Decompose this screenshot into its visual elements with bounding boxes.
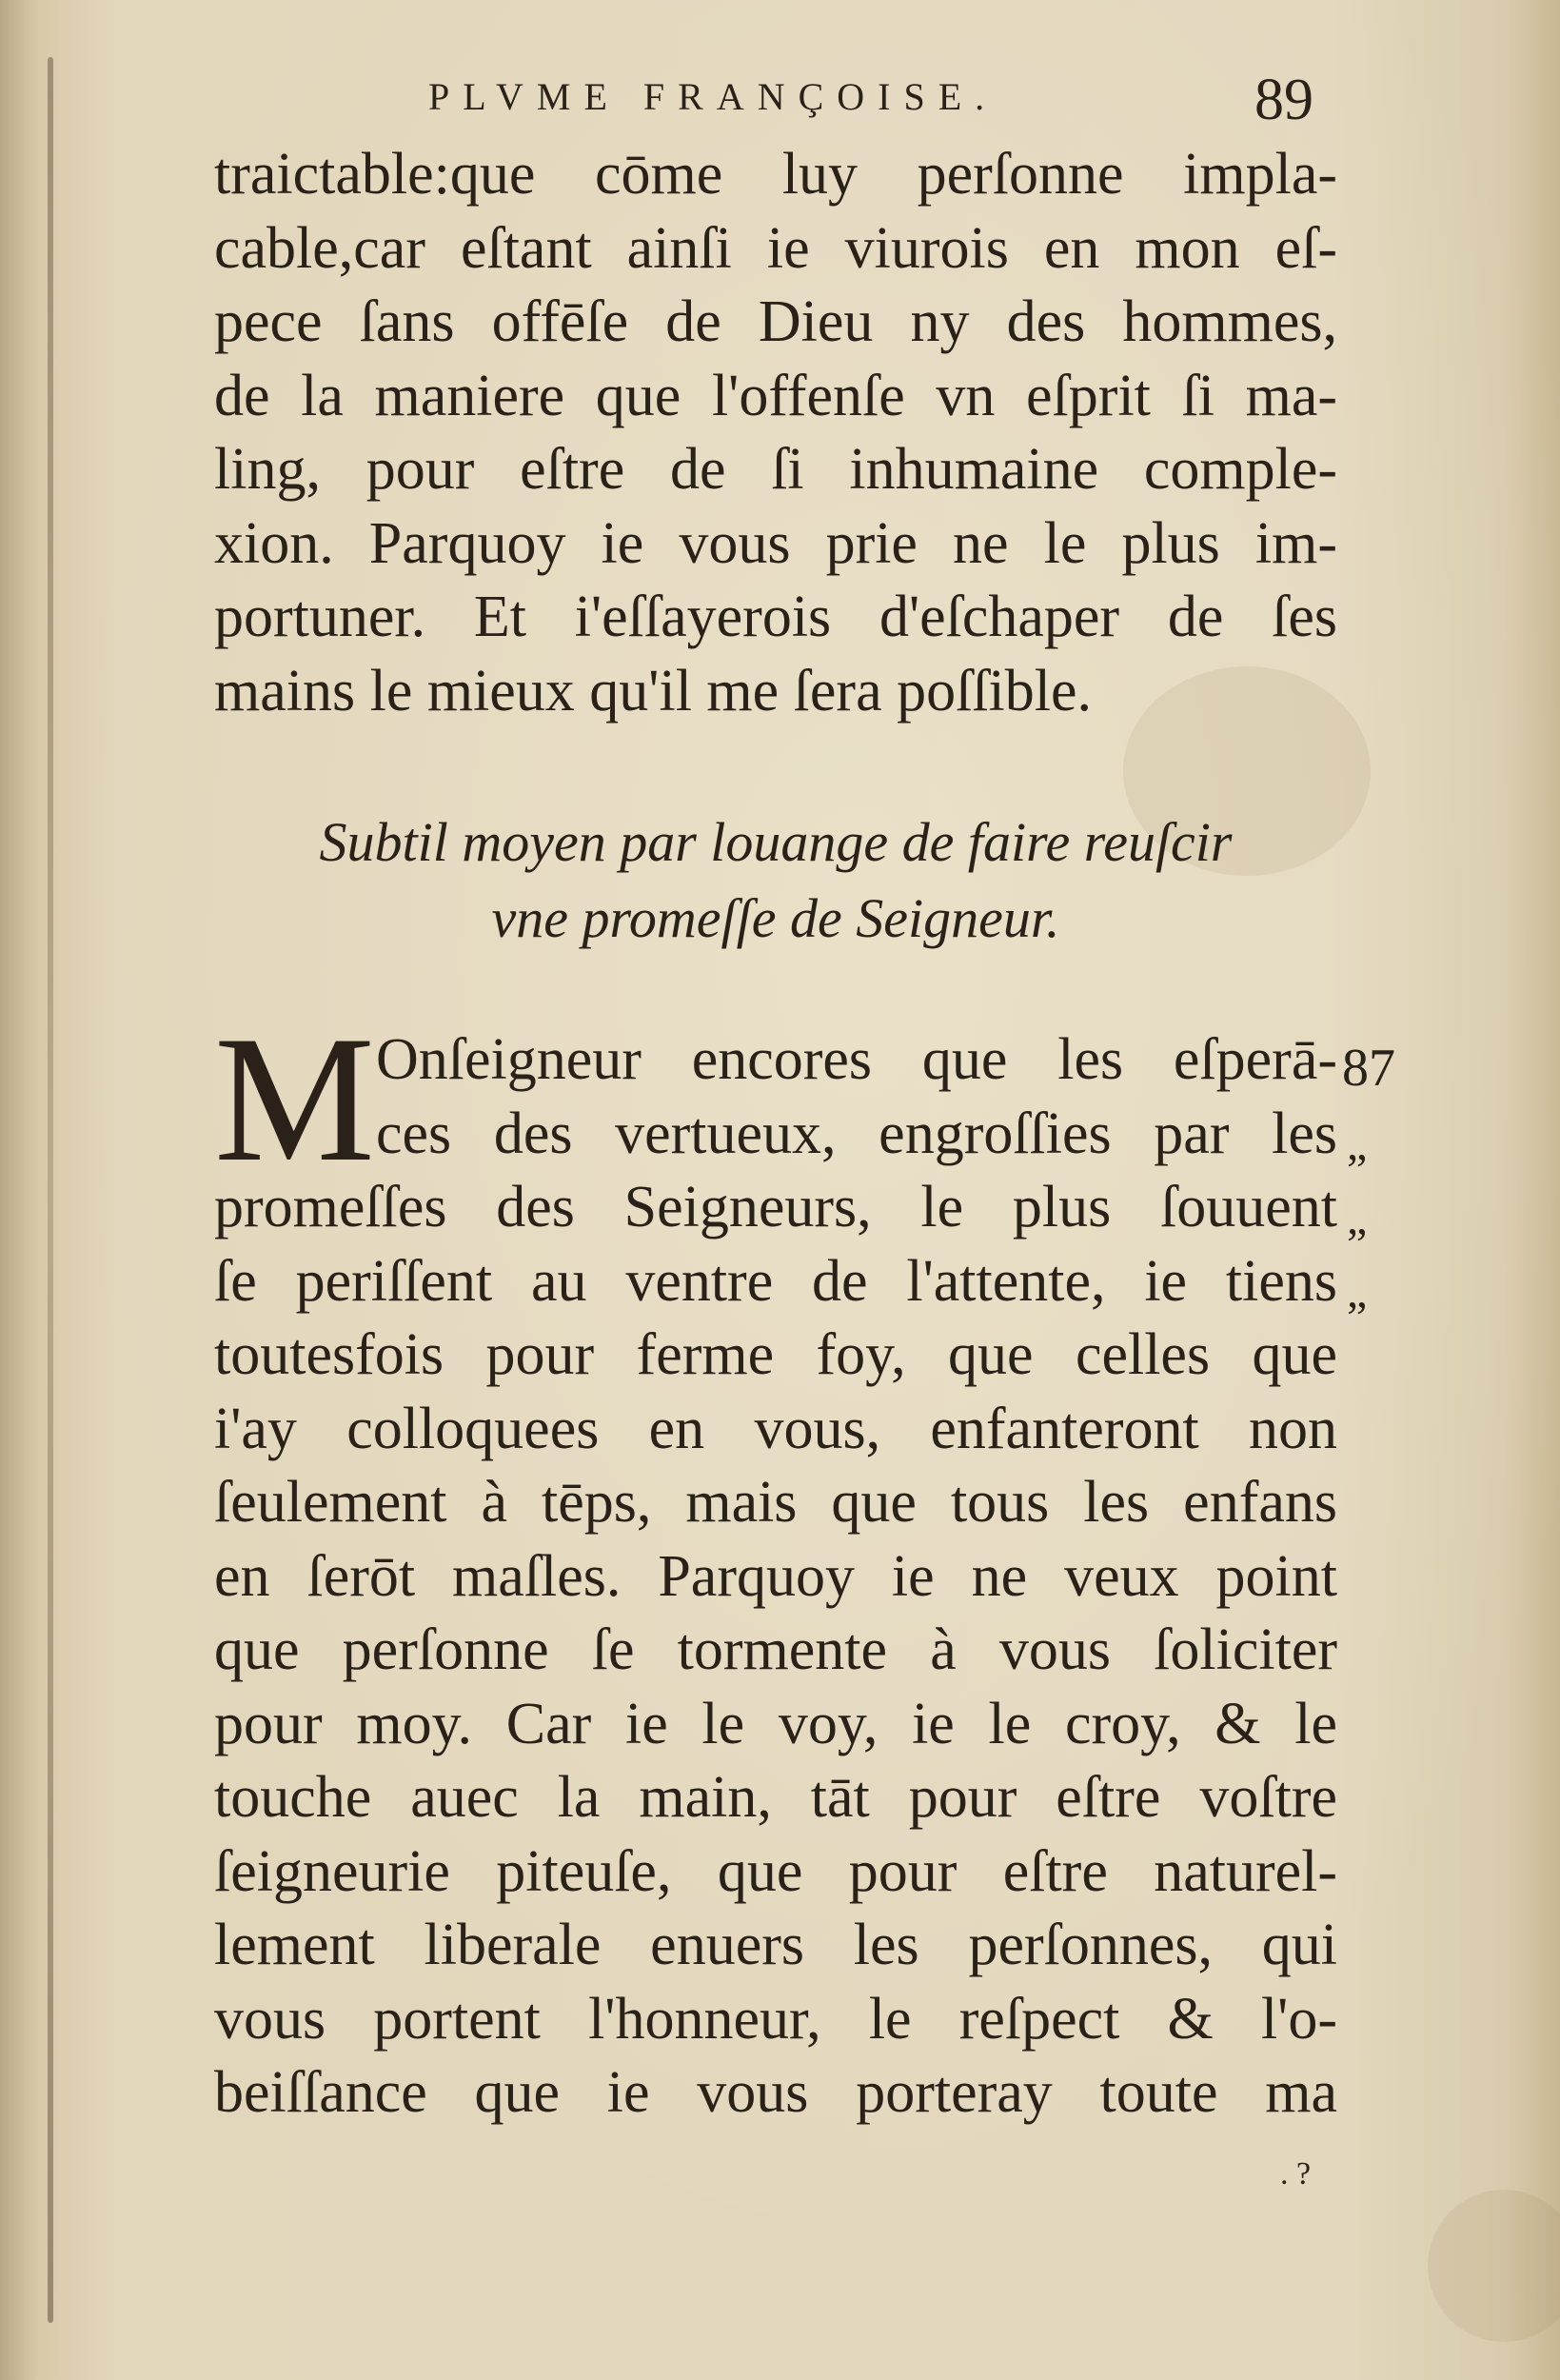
text-line: touche auec la main, tāt pour eſtre voſtre <box>214 1765 1337 1830</box>
text-block-letter <box>214 1000 1337 2131</box>
text-line: lement liberale enuers les perſonnes, qui <box>214 1913 1337 1977</box>
text-line: traictable:que cōme luy perſonne impla- <box>214 142 1337 207</box>
text-block-top <box>214 138 1337 728</box>
text-line: beiſſance que ie vous porteray toute ma <box>214 2060 1337 2125</box>
marginal-quote-mark: „ <box>1347 1194 1368 1244</box>
text-line: en ſerōt maſles. Parquoy ie ne veux point <box>214 1543 1337 1609</box>
running-title: PLVME FRANÇOISE. <box>428 75 998 118</box>
page-header <box>219 67 1361 133</box>
marginal-quote-mark: „ <box>1347 1120 1368 1170</box>
text-line: cable,car eſtant ainſi ie viurois en mon eſ- <box>214 215 1337 281</box>
text-line: vous portent l'honneur, le reſpect & l'o- <box>214 1986 1337 2052</box>
text-line: ces des vertueux, engroſſies par les <box>376 1101 1337 1166</box>
text-line: que perſonne ſe tormente à vous ſoliciter <box>214 1617 1337 1682</box>
drop-cap-initial: M <box>214 1000 375 1200</box>
text-line: ſeulement à tēps, mais que tous les enfans <box>214 1470 1337 1535</box>
text-line: xion. Parquoy ie vous prie ne le plus im- <box>214 510 1337 576</box>
text-line: pece ſans offēſe de Dieu ny des hommes, <box>214 289 1337 354</box>
text-line: ſeigneurie piteuſe, que pour eſtre naturel- <box>214 1838 1337 1904</box>
text-line: ſe periſſent au ventre de l'attente, ie tiens <box>214 1248 1337 1314</box>
heading-line-1: Subtil moyen par louange de faire reuſcir <box>319 811 1233 873</box>
marginal-quote-mark: „ <box>1347 1267 1368 1318</box>
text-line: de la maniere que l'offenſe vn eſprit ſi ma- <box>214 363 1337 428</box>
heading-line-2: vne promeſſe de Seigneur. <box>491 887 1060 949</box>
text-line: portuner. Et i'eſſayerois d'eſchaper de ſes <box>214 585 1337 649</box>
text-line: ling, pour eſtre de ſi inhumaine comple- <box>214 437 1337 502</box>
text-line: promeſſes des Seigneurs, le plus ſouuent <box>214 1175 1337 1240</box>
text-line: toutesfois pour ferme foy, que celles que <box>214 1322 1337 1387</box>
text-line: Onſeigneur encores que les eſperā- <box>376 1027 1337 1092</box>
marginal-number: 87 <box>1342 1039 1395 1098</box>
section-heading <box>214 804 1337 957</box>
text-line: pour moy. Car ie le voy, ie le croy, & le <box>214 1691 1337 1756</box>
page-gutter-shadow <box>48 57 53 2323</box>
page-number: 89 <box>1254 68 1313 132</box>
paper-stain <box>1428 2190 1560 2342</box>
text-line: i'ay colloquees en vous, enfanteront non <box>214 1396 1337 1461</box>
text-line: mains le mieux qu'il me ſera poſſible. <box>214 658 1093 724</box>
catchword: . ? <box>1280 2156 1312 2192</box>
